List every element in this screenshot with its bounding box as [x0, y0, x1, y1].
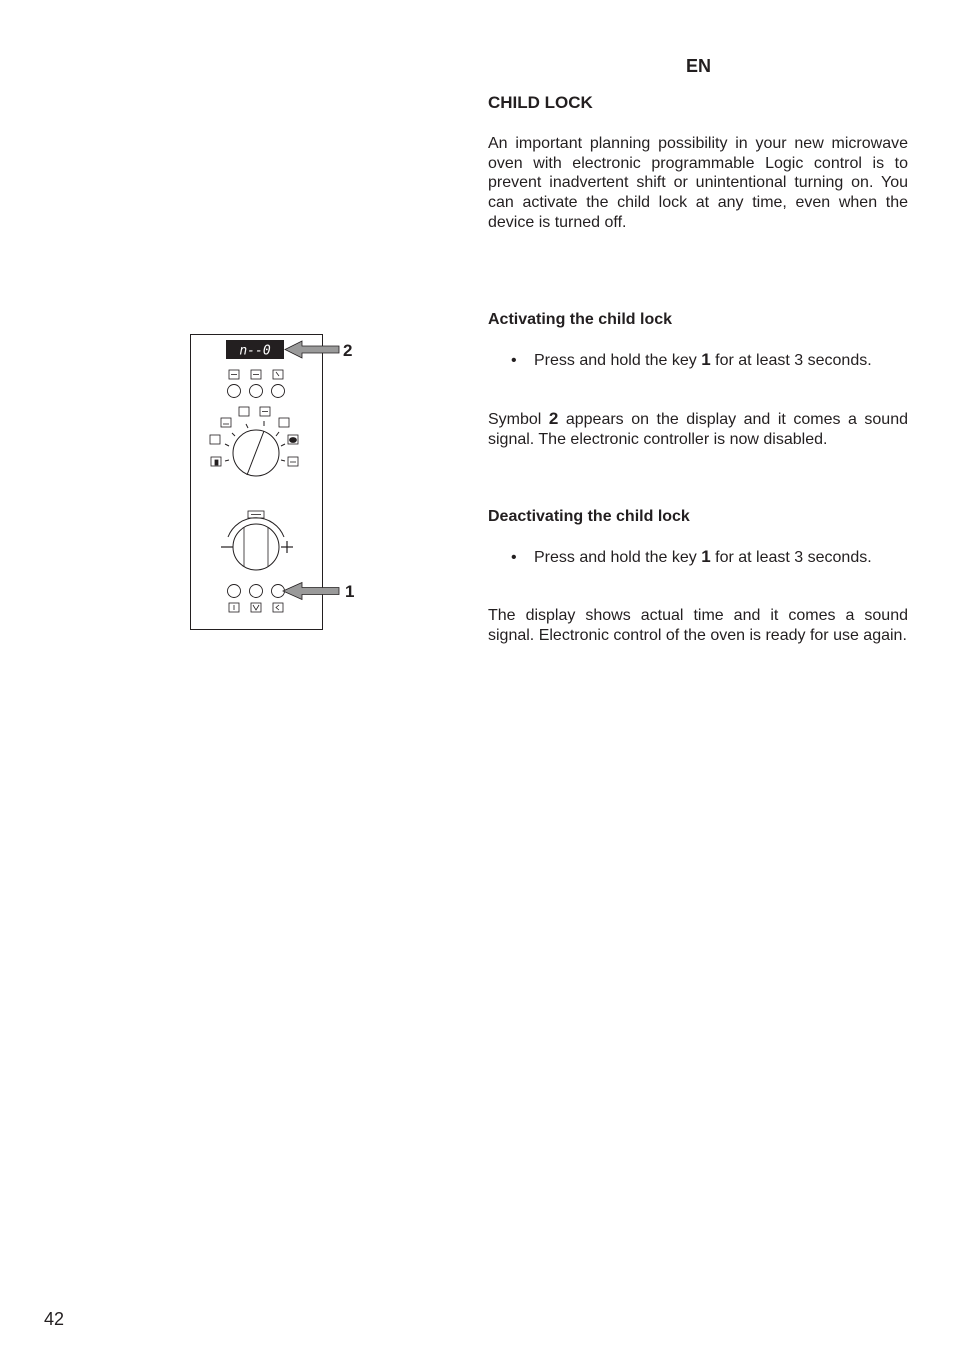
- top-button-left[interactable]: [228, 385, 241, 398]
- page-number: 42: [44, 1309, 65, 1329]
- deactivating-result: The display shows actual time and it comes a sound signal. Electronic control of the oven is ready for use again.: [488, 607, 908, 644]
- activating-heading: Activating the child lock: [488, 311, 673, 328]
- bottom-button-middle[interactable]: [250, 585, 263, 598]
- top-button-middle[interactable]: [250, 385, 263, 398]
- activating-result-symbol: 2: [548, 409, 559, 428]
- deactivating-bullet-post: for at least 3 seconds.: [710, 549, 872, 566]
- deactivating-bullet: [511, 547, 872, 567]
- display-lock-symbol: n--0: [239, 343, 271, 359]
- display-callout-number: 2: [343, 341, 353, 360]
- time-selector-knob[interactable]: [233, 524, 279, 570]
- control-panel-figure: [185, 328, 365, 638]
- bullet-icon: •: [511, 352, 517, 369]
- deactivating-bullet-pre: Press and hold the key: [534, 549, 702, 566]
- bullet-icon: •: [511, 549, 517, 566]
- section-title: CHILD LOCK: [488, 93, 593, 112]
- activating-bullet-post: for at least 3 seconds.: [710, 352, 872, 369]
- activating-bullet-pre: Press and hold the key: [534, 352, 702, 369]
- activating-result-post: appears on the display and it comes a sound signal. The electronic controller is now disabled.: [488, 411, 909, 448]
- activating-bullet: [511, 350, 872, 370]
- top-button-right[interactable]: [272, 385, 285, 398]
- deactivating-key-number: 1: [701, 547, 711, 566]
- language-label: EN: [686, 56, 712, 76]
- key-callout-number: 1: [345, 582, 355, 601]
- bottom-button-left[interactable]: [228, 585, 241, 598]
- activating-result: [488, 409, 908, 449]
- deactivating-heading: Deactivating the child lock: [488, 508, 690, 525]
- activating-key-number: 1: [701, 350, 711, 369]
- intro-paragraph: An important planning possibility in your new microwave oven with electronic programmable Logic control is to prevent inadvertent shift or unintentional turning on. You can activate the child lock at any time, even when the device is turned off.: [488, 135, 908, 231]
- activating-result-pre: Symbol: [488, 411, 549, 428]
